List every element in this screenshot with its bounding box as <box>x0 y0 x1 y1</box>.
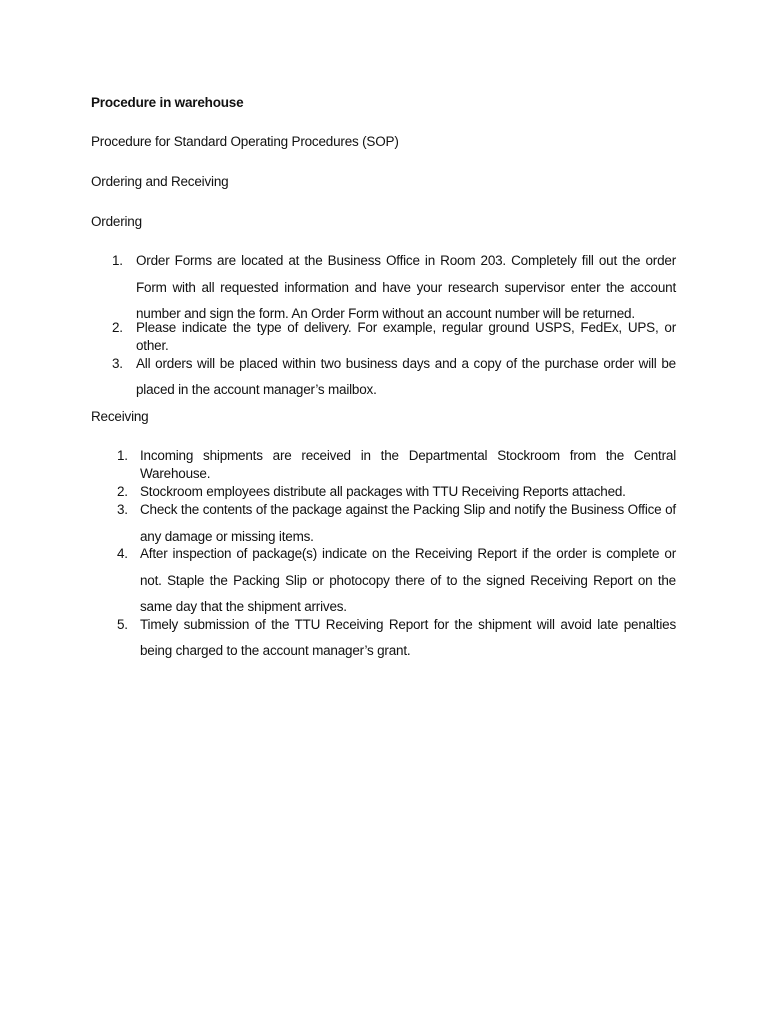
list-item-text: After inspection of package(s) indicate on the Receiving Report if the order is complete or not. Staple the Packing Slip or photocopy there of to the signed Receiving Report on the same day that the shipment arrives. <box>140 546 676 614</box>
list-item-text: All orders will be placed within two business days and a copy of the purchase order will be placed in the account manager’s mailbox. <box>136 355 676 397</box>
list-item-text: Please indicate the type of delivery. For example, regular ground USPS, FedEx, UPS, or other. <box>136 319 676 353</box>
section-heading: Ordering and Receiving <box>91 174 229 189</box>
list-item-number: 3. <box>112 355 123 371</box>
list-item <box>91 319 676 355</box>
receiving-list <box>91 447 676 665</box>
ordering-heading: Ordering <box>91 214 142 229</box>
list-item-text: Timely submission of the TTU Receiving Report for the shipment will avoid late penalties being charged to the account manager’s grant. <box>140 616 676 658</box>
list-item <box>91 447 676 483</box>
list-item <box>91 248 676 328</box>
list-item-number: 4. <box>117 546 128 561</box>
list-item <box>91 351 676 404</box>
list-item-number: 3. <box>117 502 128 517</box>
list-item-text: Stockroom employees distribute all packages with TTU Receiving Reports attached. <box>140 484 626 499</box>
list-item-text: Order Forms are located at the Business Office in Room 203. Completely fill out the order Form with all requested information and have your research supervisor enter the account number and sign the form. An Order Form without an account number will be returned. <box>136 253 676 321</box>
document-title: Procedure in warehouse <box>91 95 244 110</box>
list-item-text: Incoming shipments are received in the Departmental Stockroom from the Central Warehouse. <box>140 448 676 481</box>
receiving-heading: Receiving <box>91 409 149 424</box>
document-subtitle: Procedure for Standard Operating Procedures (SOP) <box>91 134 399 149</box>
list-item <box>91 612 676 665</box>
list-item-number: 1. <box>117 448 128 463</box>
list-item-number: 2. <box>112 319 123 335</box>
list-item-number: 2. <box>117 484 128 499</box>
ordering-list <box>91 248 676 404</box>
list-item <box>91 541 676 621</box>
list-item-number: 5. <box>117 616 128 632</box>
list-item-number: 1. <box>112 253 123 268</box>
list-item-text: Check the contents of the package against the Packing Slip and notify the Business Office of any damage or missing items. <box>140 502 676 544</box>
